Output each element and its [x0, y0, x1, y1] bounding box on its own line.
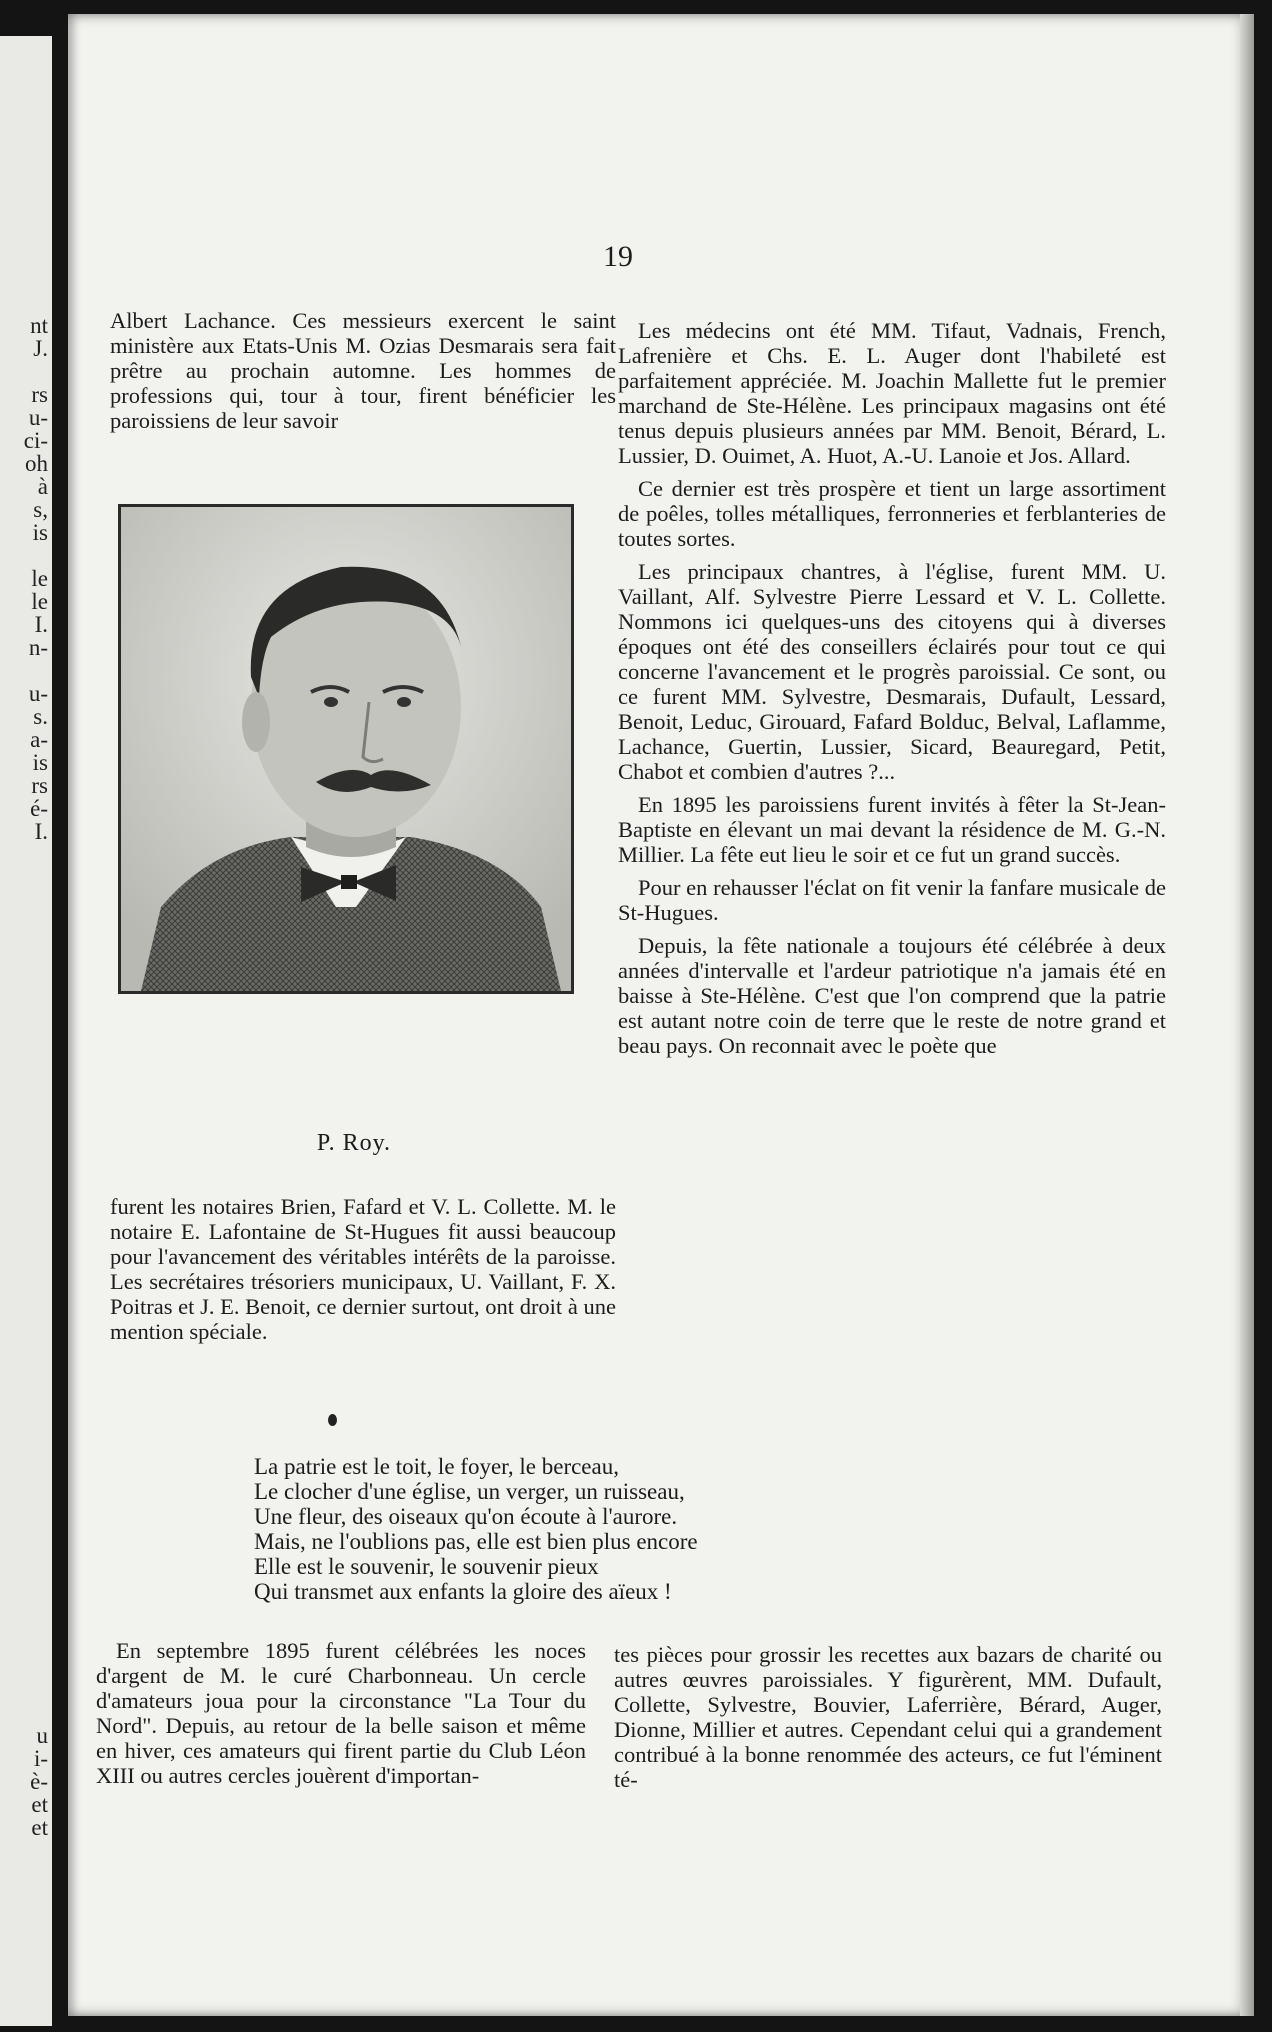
sliver-fragment: n-	[28, 635, 48, 660]
sliver-fragment: le	[31, 566, 48, 591]
sliver-fragment: is	[32, 750, 48, 775]
sliver-fragment: s,	[33, 497, 48, 522]
sliver-fragment: oh	[25, 451, 48, 476]
previous-page-edge	[0, 36, 52, 2026]
page-edge-shadow	[1240, 14, 1254, 2016]
paragraph: Les principaux chantres, à l'église, furent MM. U. Vaillant, Alf. Sylvestre Pierre Lessard et V. L. Collette. Nommons ici quelques-uns des citoyens qui à diverses époques ont été des conseillers éclairés pour tout ce qui concerne l'avancement et le progrès paroissial. Ce sont, ou ce furent MM. Sylvestre, Desmarais, Dufault, Lessard, Benoit, Leduc, Girouard, Fafard Bolduc, Belval, Laflamme, Lachance, Guertin, Lussier, Sicard, Beauregard, Petit, Chabot et combien d'autres ?...	[618, 559, 1166, 784]
portrait-illustration	[121, 507, 571, 991]
sliver-fragment: et	[31, 1792, 48, 1817]
poem-line: Elle est le souvenir, le souvenir pieux	[254, 1554, 599, 1579]
column-right-final	[614, 1642, 1162, 1792]
paragraph: tes pièces pour grossir les recettes aux bazars de charité ou autres œuvres paroissiales. Y figurèrent, MM. Dufault, Collette, Sylvestre, Bouvier, Laferrière, Bérard, Auger, Dionne, Millier et autres. Cependant celui qui a grandement contribué à la bonne renommée des acteurs, ce fut l'éminent té-	[614, 1642, 1162, 1792]
poem-line: Le clocher d'une église, un verger, un ruisseau,	[254, 1479, 685, 1504]
sliver-fragment: I.	[34, 819, 48, 844]
sliver-fragment: J.	[33, 336, 48, 361]
poem-line: Mais, ne l'oublions pas, elle est bien plus encore	[254, 1529, 698, 1554]
column-left-top	[110, 308, 616, 433]
page-number: 19	[603, 240, 633, 273]
portrait-photo	[118, 504, 574, 994]
paragraph: Depuis, la fête nationale a toujours été célébrée à deux années d'intervalle et l'ardeur patriotique n'a jamais été en baisse à Ste-Hélène. C'est que l'on comprend que la patrie est autant notre coin de terre que le reste de notre grand et beau pays. On reconnait avec le poète que	[618, 933, 1166, 1058]
ink-dot	[328, 1414, 337, 1426]
sliver-fragment: is	[32, 520, 48, 545]
sliver-fragment: s.	[33, 704, 48, 729]
paragraph: En septembre 1895 furent célébrées les noces d'argent de M. le curé Charbonneau. Un cercle d'amateurs joua pour la circonstance "La Tour du Nord". Depuis, au retour de la belle saison et même en hiver, ces amateurs qui firent partie du Club Léon XIII ou autres cercles jouèrent d'importan-	[96, 1638, 586, 1788]
sliver-fragment: u	[36, 1723, 48, 1748]
sliver-fragment: rs	[31, 773, 48, 798]
paragraph: Ce dernier est très prospère et tient un large assortiment de poêles, tolles métalliques, ferronneries et ferblanteries de toutes sortes.	[618, 476, 1166, 551]
column-right-top	[618, 318, 1166, 1058]
sliver-fragment: nt	[30, 313, 48, 338]
poem-line: Qui transmet aux enfants la gloire des aïeux !	[254, 1579, 672, 1604]
poem-line: La patrie est le toit, le foyer, le berceau,	[254, 1454, 619, 1479]
sliver-fragment: u-	[28, 405, 48, 430]
paragraph: Les médecins ont été MM. Tifaut, Vadnais, French, Lafrenière et Chs. E. L. Auger dont l'habileté est parfaitement appréciée. M. Joachin Mallette fut le premier marchand de Ste-Hélène. Les principaux magasins ont été tenus depuis plusieurs années par MM. Benoit, Bérard, L. Lussier, D. Ouimet, A. Huot, A.-U. Lanoie et Jos. Allard.	[618, 318, 1166, 468]
sliver-fragment: a-	[30, 727, 48, 752]
paragraph: Albert Lachance. Ces messieurs exercent le saint ministère aux Etats-Unis M. Ozias Desmarais sera fait prêtre au prochain automne. Les hommes de professions qui, tour à tour, firent bénéficier les paroissiens de leur savoir	[110, 308, 616, 433]
column-left-final	[96, 1638, 586, 1788]
paragraph: Pour en rehausser l'éclat on fit venir la fanfare musicale de St-Hugues.	[618, 875, 1166, 925]
poem-line: Une fleur, des oiseaux qu'on écoute à l'aurore.	[254, 1504, 678, 1529]
sliver-fragment: et	[31, 1815, 48, 1840]
sliver-fragment: ci-	[23, 428, 48, 453]
paragraph: furent les notaires Brien, Fafard et V. L. Collette. M. le notaire E. Lafontaine de St-Hugues fit aussi beaucoup pour l'avancement des véritables intérêts de la paroisse. Les secrétaires trésoriers municipaux, U. Vaillant, F. X. Poitras et J. E. Benoit, ce dernier surtout, ont droit à une mention spéciale.	[110, 1194, 616, 1344]
page	[68, 14, 1254, 2016]
sliver-fragment: le	[31, 589, 48, 614]
sliver-fragment: è-	[30, 1769, 48, 1794]
sliver-fragment: é-	[30, 796, 48, 821]
sliver-fragment: u-	[28, 681, 48, 706]
sliver-fragment: i-	[33, 1746, 48, 1771]
sliver-fragment: I.	[34, 612, 48, 637]
sliver-fragment: à	[37, 474, 48, 499]
sliver-fragment: rs	[31, 382, 48, 407]
poem	[254, 1454, 954, 1604]
portrait-caption: P. Roy.	[316, 1130, 392, 1156]
paragraph: En 1895 les paroissiens furent invités à fêter la St-Jean-Baptiste en élevant un mai devant la résidence de M. G.-N. Millier. La fête eut lieu le soir et ce fut un grand succès.	[618, 792, 1166, 867]
column-left-bottom	[110, 1194, 616, 1344]
